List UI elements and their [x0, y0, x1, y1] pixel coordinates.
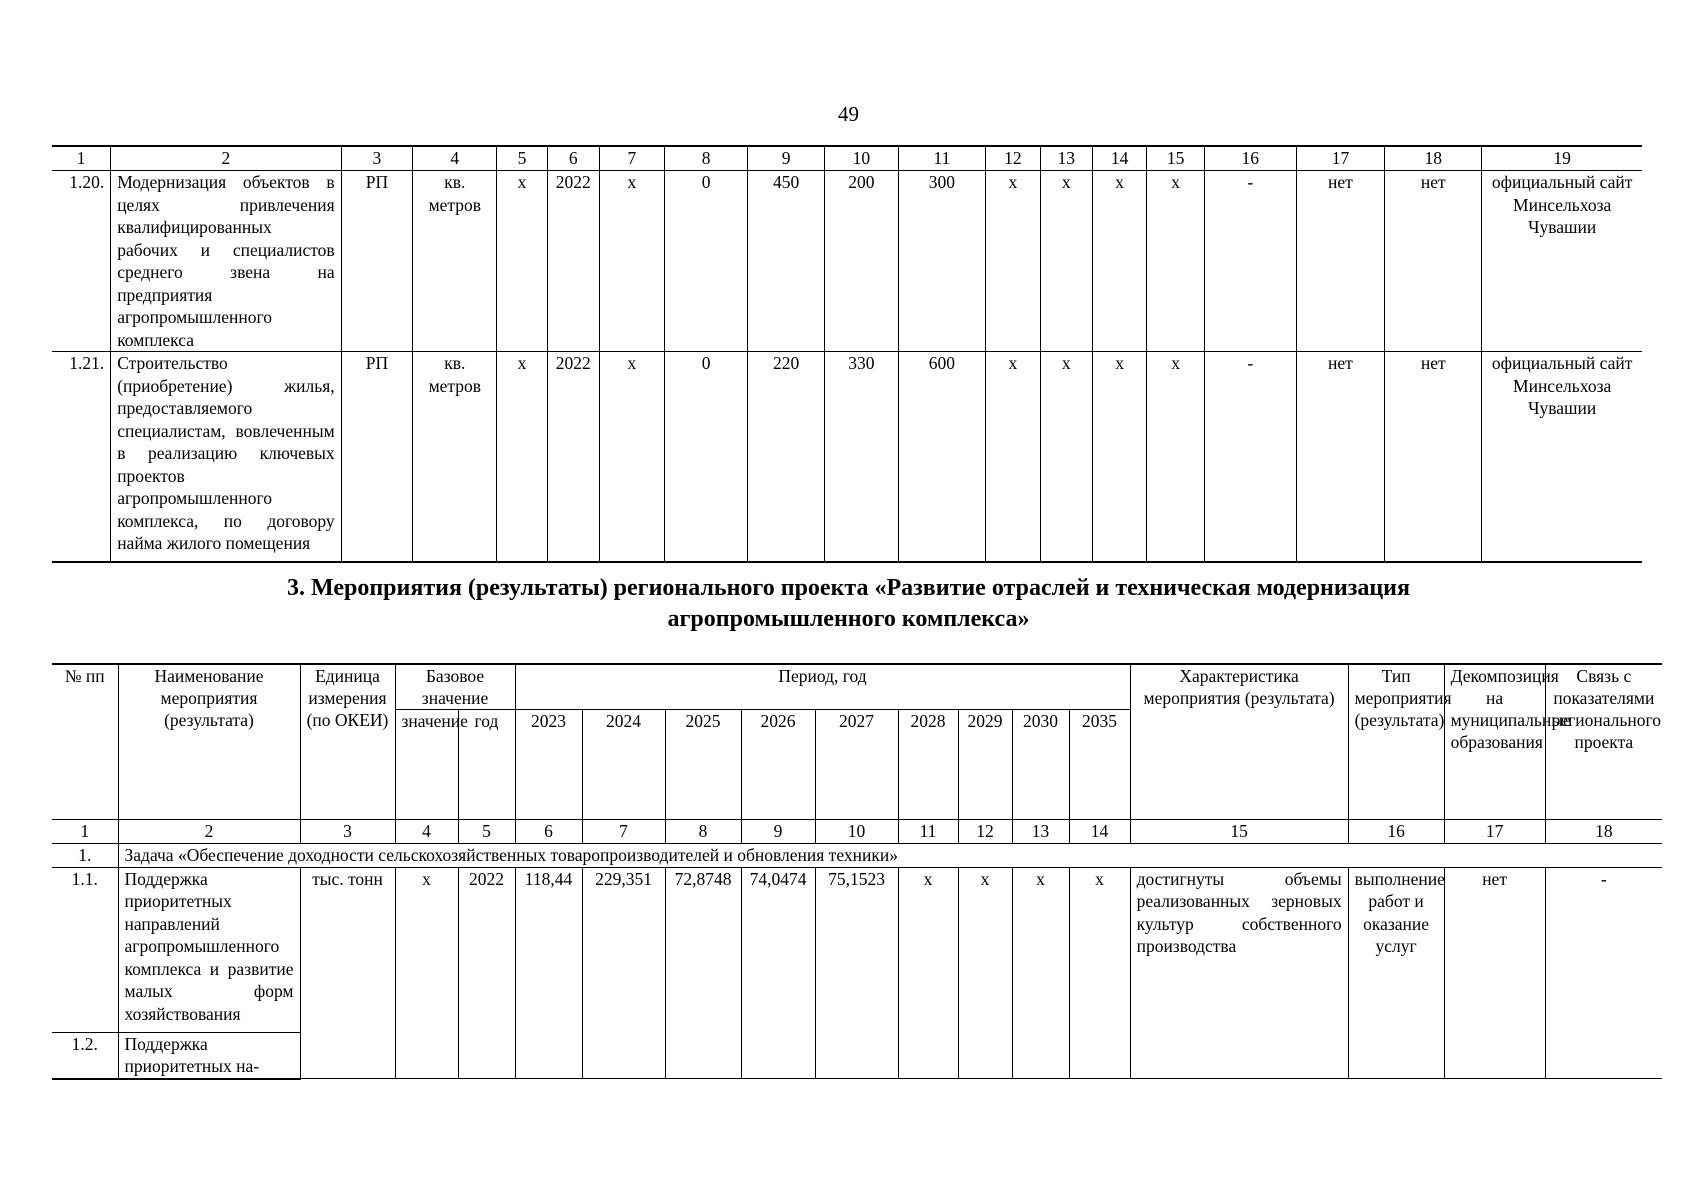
cell: нет: [1385, 352, 1482, 562]
column-number: 2: [111, 146, 341, 171]
cell: х: [986, 171, 1040, 352]
column-number: 8: [665, 820, 741, 844]
cell-2030: х: [1012, 867, 1069, 1079]
cell-source: официальный сайт Минсельхоза Чувашии: [1482, 352, 1642, 562]
column-number: 6: [547, 146, 599, 171]
column-number-row: [52, 146, 1642, 171]
column-number: 12: [986, 146, 1040, 171]
cell: 450: [748, 171, 825, 352]
column-number: 17: [1444, 820, 1545, 844]
cell: 0: [664, 171, 747, 352]
cell-level: РП: [341, 171, 412, 352]
column-number: 13: [1040, 146, 1092, 171]
header-year: 2027: [815, 710, 898, 820]
activity-name: Поддержка приоритетных направлений агропромышленного комплекса и развитие малых форм хозяйствования: [118, 867, 300, 1032]
column-number: 15: [1130, 820, 1348, 844]
column-number: 2: [118, 820, 300, 844]
cell: х: [497, 352, 547, 562]
column-number: 10: [825, 146, 899, 171]
cell: 200: [825, 171, 899, 352]
column-number: 6: [515, 820, 582, 844]
indicator-name: Модернизация объектов в целях привлечения квалифицированных рабочих и специалистов среднего звена на предприятия агропромышленного комплекса: [111, 171, 341, 352]
cell-2028: х: [898, 867, 958, 1079]
header-year: 2024: [582, 710, 665, 820]
column-number: 12: [958, 820, 1012, 844]
column-number: 16: [1204, 146, 1296, 171]
column-number: 18: [1545, 820, 1662, 844]
row-number: 1.21.: [52, 352, 111, 562]
cell: нет: [1296, 352, 1385, 562]
header-type: Тип мероприятия (результата): [1348, 664, 1444, 820]
column-number-row: [52, 820, 1662, 844]
column-number: 5: [458, 820, 515, 844]
column-number: 11: [898, 146, 986, 171]
column-number: 11: [898, 820, 958, 844]
cell-2029: х: [958, 867, 1012, 1079]
column-number: 16: [1348, 820, 1444, 844]
indicator-name: Строительство (приобретение) жилья, предоставляемого специалистам, вовлеченным в реализацию ключевых проектов агропромышленного комплекса, по договору найма жилого помещения: [111, 352, 341, 562]
activity-name: Поддержка приоритетных на-: [118, 1032, 300, 1079]
cell-source: официальный сайт Минсельхоза Чувашии: [1482, 171, 1642, 352]
cell: х: [1147, 171, 1205, 352]
header-name: Наименование мероприятия (результата): [118, 664, 300, 820]
cell-characteristic: достигнуты объемы реализованных зерновых культур собственного производства: [1130, 867, 1348, 1079]
section-title: [0, 573, 1697, 635]
cell-2023: 118,44: [515, 867, 582, 1079]
header-year: 2030: [1012, 710, 1069, 820]
header-year: 2023: [515, 710, 582, 820]
cell-unit: тыс. тонн: [300, 867, 395, 1079]
row-number: 1.20.: [52, 171, 111, 352]
cell-type: выполнение работ и оказание услуг: [1348, 867, 1444, 1079]
cell: нет: [1296, 171, 1385, 352]
cell: 330: [825, 352, 899, 562]
table-row: [52, 171, 1642, 352]
row-number: 1.2.: [52, 1032, 118, 1079]
header-year: 2035: [1069, 710, 1130, 820]
column-number: 3: [300, 820, 395, 844]
cell: х: [497, 171, 547, 352]
header-row: [52, 664, 1662, 710]
column-number: 13: [1012, 820, 1069, 844]
column-number: 18: [1385, 146, 1482, 171]
cell: х: [1092, 171, 1146, 352]
column-number: 5: [497, 146, 547, 171]
header-period: Период, год: [515, 664, 1130, 710]
cell-base-year: 2022: [458, 867, 515, 1079]
column-number: 9: [741, 820, 815, 844]
cell-year: 2022: [547, 352, 599, 562]
section-title-text: 3. Мероприятия (результаты) регионального проекта «Развитие отраслей и техническая модернизация агропромышленного комплекса»: [287, 575, 1410, 632]
column-number: 17: [1296, 146, 1385, 171]
header-decomposition: Декомпозиция на муниципальные образования: [1444, 664, 1545, 820]
cell: -: [1204, 171, 1296, 352]
column-number: 14: [1092, 146, 1146, 171]
cell: х: [1092, 352, 1146, 562]
column-number: 8: [664, 146, 747, 171]
cell: 220: [748, 352, 825, 562]
cell: х: [1040, 352, 1092, 562]
column-number: 14: [1069, 820, 1130, 844]
column-number: 19: [1482, 146, 1642, 171]
task-row: [52, 844, 1662, 868]
task-text: Задача «Обеспечение доходности сельскохозяйственных товаропроизводителей и обновления техники»: [118, 844, 1662, 868]
column-number: 9: [748, 146, 825, 171]
header-year: 2029: [958, 710, 1012, 820]
row-number: 1.1.: [52, 867, 118, 1032]
cell-2024: 229,351: [582, 867, 665, 1079]
cell: 0: [664, 352, 747, 562]
table-row: [52, 352, 1642, 562]
column-number: 4: [395, 820, 458, 844]
header-year: 2028: [898, 710, 958, 820]
header-year: 2026: [741, 710, 815, 820]
cell-decomposition: нет: [1444, 867, 1545, 1079]
column-number: 3: [341, 146, 412, 171]
cell-2035: х: [1069, 867, 1130, 1079]
cell: -: [1204, 352, 1296, 562]
header-link: Связь с показателями регионального проекта: [1545, 664, 1662, 820]
cell: х: [599, 352, 664, 562]
cell-link: -: [1545, 867, 1662, 1079]
column-number: 4: [413, 146, 497, 171]
cell-2027: 75,1523: [815, 867, 898, 1079]
column-number: 7: [599, 146, 664, 171]
cell: 600: [898, 352, 986, 562]
column-number: 1: [52, 820, 118, 844]
table-row: [52, 867, 1662, 1032]
cell: нет: [1385, 171, 1482, 352]
cell-level: РП: [341, 352, 412, 562]
header-base-value: значение: [395, 710, 458, 820]
cell: 300: [898, 171, 986, 352]
cell-2026: 74,0474: [741, 867, 815, 1079]
cell-unit: кв. метров: [413, 352, 497, 562]
header-year: 2025: [665, 710, 741, 820]
task-number: 1.: [52, 844, 118, 868]
cell: х: [986, 352, 1040, 562]
header-num: № пп: [52, 664, 118, 820]
header-characteristic: Характеристика мероприятия (результата): [1130, 664, 1348, 820]
cell: х: [599, 171, 664, 352]
cell: х: [1040, 171, 1092, 352]
header-base-year: год: [458, 710, 515, 820]
cell-unit: кв. метров: [413, 171, 497, 352]
column-number: 15: [1147, 146, 1205, 171]
cell-year: 2022: [547, 171, 599, 352]
page-number: 49: [838, 102, 859, 126]
column-number: 7: [582, 820, 665, 844]
column-number: 10: [815, 820, 898, 844]
cell: х: [1147, 352, 1205, 562]
header-base: Базовое значение: [395, 664, 515, 710]
cell-base-value: х: [395, 867, 458, 1079]
indicators-table: [52, 145, 1642, 563]
cell-2025: 72,8748: [665, 867, 741, 1079]
activities-table: [52, 663, 1662, 1080]
column-number: 1: [52, 146, 111, 171]
header-unit: Единица измерения (по ОКЕИ): [300, 664, 395, 820]
